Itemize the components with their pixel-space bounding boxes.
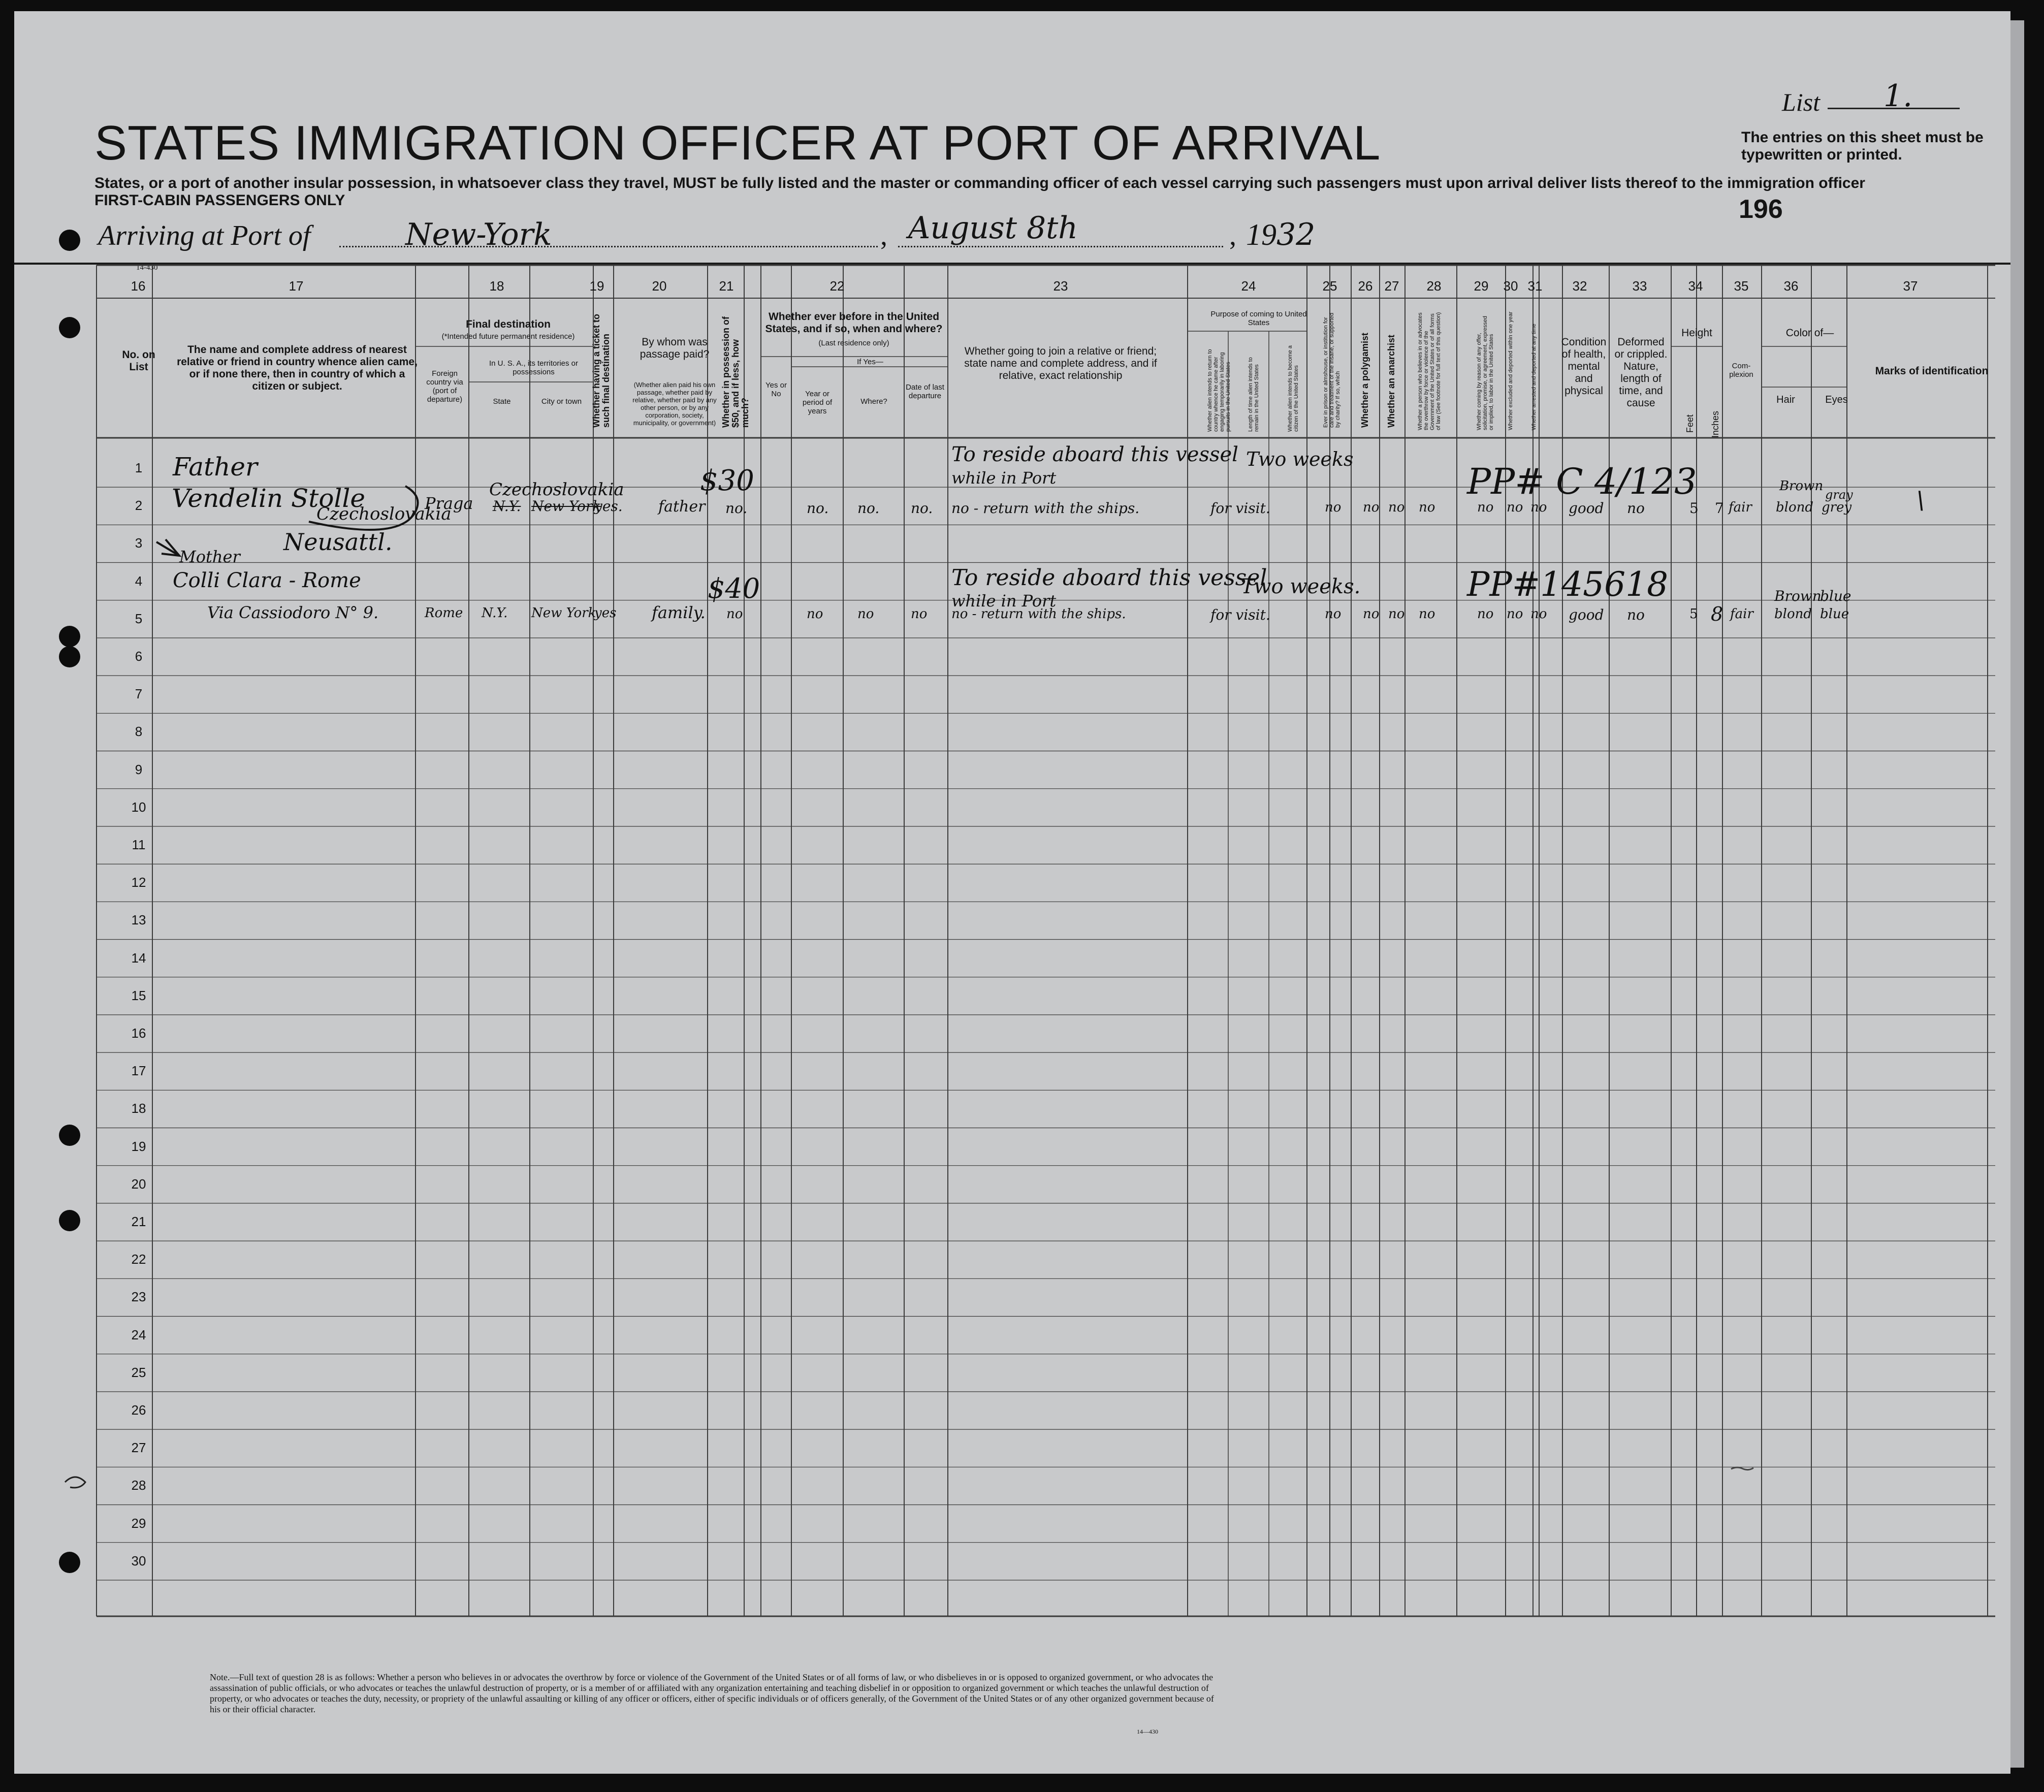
bracket-stroke [309, 486, 418, 530]
row-number: 24 [131, 1327, 146, 1342]
header-where: Where? [860, 397, 887, 406]
row-number: 16 [131, 1026, 146, 1041]
row1-deformed: no [1627, 500, 1645, 517]
header-city: City or town [541, 397, 582, 406]
row-number: 28 [131, 1478, 146, 1493]
header-date-departure: Date of last departure [906, 383, 944, 400]
row1-passport-number: PP# C 4/123 [1467, 461, 1697, 502]
header-question-29: Whether coming by reason of any offer, solicitation, promise, or agreement, expressed or implied, to labor in the United States [1476, 316, 1494, 430]
footnote-question-28: Note.—Full text of question 28 is as follows: Whether a person who believes in or advocates the overthrow by force or violence of the Government of the United States or of all forms of law, or who disbelieves in or is opposed to organized government, or who advocates the assassination of public officials, or who advocates or teaches the unlawful destruction of property, or is a member of or affiliated with any organization entertaining and teaching disbelief in or opposition to organized government or which teaches the unlawful destruction of property, or who advocates or teaches the duty, necessity, or propriety of the unlawful assaulting or killing of any officer or officers, either of specific individuals or of officers generally, of the Government of the United States or of any other organized government because of his or their official character. [210, 1672, 1214, 1714]
col-number-34: 34 [1688, 278, 1703, 294]
row-number: 5 [135, 611, 143, 626]
header-feet: Feet [1685, 414, 1695, 433]
col-number-35: 35 [1734, 278, 1749, 294]
col-number-19: 19 [589, 278, 604, 294]
row3-relative-name: Colli Clara - Rome [173, 569, 361, 592]
row-number: 26 [131, 1402, 146, 1418]
entries-note: The entries on this sheet must be typewritten or printed. [1741, 129, 1984, 163]
manifest-sheet [14, 11, 2010, 1774]
page-subtitle: States, or a port of another insular possession, in whatsoever class they travel, MUST be fully listed and the master or commanding officer of each vessel carrying such passengers must upon arrival deliver lists thereof to the immigration officer [94, 175, 1865, 191]
header-question-31: Whether arrested and deported at any time [1531, 324, 1537, 430]
row1-q28: no [1419, 500, 1435, 515]
row4-relative-address: Via Cassiodoro N° 9. [207, 603, 379, 622]
row4-money: $40 [708, 572, 760, 604]
row4-purpose: for visit. [1210, 606, 1270, 623]
row1-length-of-stay: Two weeks [1246, 448, 1354, 470]
row1-hair: blond [1776, 500, 1814, 515]
row1-state-struck: N.Y. [493, 498, 521, 515]
row1-foreign-country: Praga [425, 494, 473, 513]
row1-join-line1: To reside aboard this vessel [951, 443, 1238, 466]
row-number: 23 [131, 1289, 146, 1305]
row1-q27: no [1388, 500, 1405, 515]
port-value: New-York [405, 217, 552, 252]
row4-join-line2: while in Port [951, 591, 1057, 611]
header-eyes: Eyes [1825, 394, 1848, 405]
arriving-label: Arriving at Port of [98, 220, 311, 251]
row4-city: New York [531, 605, 596, 621]
header-anarchist: Whether an anarchist [1386, 334, 1396, 428]
row1-height-inches: 7 [1715, 500, 1724, 517]
row-number: 1 [135, 460, 143, 475]
row-number: 4 [135, 573, 143, 589]
row1-ticket: yes. [594, 498, 623, 515]
row4-height-feet: 5 [1689, 606, 1698, 622]
row1-state: Czechoslovakia [489, 479, 624, 500]
header-final-destination-note: (*Intended future permanent residence) [441, 332, 575, 341]
header-usa: In U. S. A., its territories or possessions [489, 359, 579, 376]
row-number: 3 [135, 535, 143, 551]
header-polygamist: Whether a polygamist [1360, 332, 1370, 428]
row4-q26: no [1363, 606, 1380, 622]
row1-city: New York [531, 498, 601, 515]
col-number-28: 28 [1426, 278, 1442, 294]
header-purpose-return: Whether alien intends to return to country whence he came after engaging temporarily in laboring pursuits in the United States [1207, 349, 1231, 432]
row1-before-yes-no: no. [725, 500, 748, 517]
list-label: List [1782, 88, 1821, 116]
handwritten-marks [14, 11, 2010, 1774]
row-number: 18 [131, 1101, 146, 1116]
mark-scribble [1731, 1467, 1753, 1470]
row-number: 14 [131, 950, 146, 966]
header-passage-paid: By whom was passage paid? [640, 336, 710, 360]
col-number-25: 25 [1322, 278, 1337, 294]
col-number-17: 17 [289, 278, 304, 294]
year-prefix: 19 [1246, 218, 1276, 251]
row4-state: N.Y. [482, 605, 508, 621]
row-number: 13 [131, 912, 146, 928]
row1-join-line2: while in Port [951, 468, 1057, 488]
row4-deformed: no [1627, 606, 1645, 623]
header-complexion: Com-plexion [1729, 362, 1753, 379]
header-condition: Condition of health, mental and physical [1561, 336, 1607, 397]
list-number: 1. [1883, 78, 1913, 114]
col-number-29: 29 [1474, 278, 1489, 294]
row4-q25: no [1325, 606, 1342, 622]
col-number-26: 26 [1358, 278, 1373, 294]
header-deformed: Deformed or crippled. Nature, length of time, and cause [1614, 336, 1668, 409]
page-title: STATES IMMIGRATION OFFICER AT PORT OF ARRIVAL [94, 116, 1381, 170]
sheet-number: 196 [1739, 195, 1783, 224]
date-value: August 8th [908, 210, 1078, 246]
footer-form-code: 14—430 [1137, 1728, 1158, 1735]
row1-height-feet: 5 [1689, 500, 1699, 517]
row-number: 29 [131, 1515, 146, 1531]
row1-q31: no [1530, 500, 1547, 515]
row1-join-line3: no - return with the ships. [951, 500, 1140, 517]
col-number-24: 24 [1241, 278, 1256, 294]
year-suffix: 32 [1276, 217, 1316, 252]
header-before-us-note: (Last residence only) [818, 339, 889, 347]
col-number-23: 23 [1053, 278, 1068, 294]
row4-ticket: yes [594, 605, 617, 621]
row1-before-date: no. [911, 500, 933, 517]
header-hair: Hair [1776, 394, 1795, 405]
header-state: State [493, 397, 511, 406]
row-number: 11 [132, 837, 146, 852]
row4-hair: blond [1774, 606, 1812, 622]
row-number: 10 [131, 799, 146, 815]
header-inches: Inches [1710, 410, 1720, 438]
row-number: 7 [135, 686, 143, 702]
row-number: 19 [131, 1138, 146, 1154]
row4-q28: no [1419, 606, 1435, 622]
row4-q27: no [1388, 606, 1405, 622]
row-number: 12 [131, 875, 146, 890]
row1-q26: no [1363, 500, 1380, 515]
row3-relationship: Mother [179, 547, 240, 566]
row-number: 8 [135, 724, 143, 740]
row4-before-date: no [911, 606, 928, 622]
header-final-destination: Final destination [466, 318, 551, 330]
header-passage-paid-note: (Whether alien paid his own passage, whether paid by relative, whether paid by any other person, or by any corporation, society, municipality, or government) [632, 381, 717, 427]
row-number: 25 [131, 1364, 146, 1380]
col-number-20: 20 [652, 278, 667, 294]
row4-q29: no [1477, 606, 1494, 622]
header-before-us: Whether ever before in the United States, and if so, when and where? [765, 311, 943, 335]
row-number: 2 [135, 498, 143, 514]
header-year-period: Year or period of years [802, 390, 833, 415]
row1-health: good [1569, 500, 1604, 517]
row1-passage-paid: father [658, 498, 706, 516]
header-purpose-length: Length of time alien intends to remain in the United States [1248, 357, 1260, 432]
row4-join-line3: no - return with the ships. [951, 606, 1126, 622]
row1-q29: no [1477, 500, 1494, 515]
row-number: 6 [135, 649, 143, 664]
header-prison: Ever in prison or almshouse, or institution for care and treatment of the insane, or supported by charity? If so, which [1323, 312, 1341, 428]
header-purpose-citizen: Whether alien intends to become a citizen of the United States [1287, 345, 1299, 432]
row4-health: good [1569, 606, 1604, 623]
mark-scribble [65, 1477, 85, 1488]
row-number: 9 [135, 761, 143, 777]
row4-before-yes-no: no [726, 606, 743, 622]
col-number-31: 31 [1527, 278, 1543, 294]
row1-before-period: no. [807, 500, 829, 517]
row1-money: $30 [700, 464, 754, 497]
form-code: 14-430 [136, 264, 158, 272]
col-number-36: 36 [1783, 278, 1799, 294]
row1-q30: no [1507, 500, 1523, 515]
header-if-yes: If Yes— [857, 358, 883, 366]
row-number: 20 [131, 1176, 146, 1192]
col-number-27: 27 [1384, 278, 1399, 294]
row4-hair-note: Brown [1774, 588, 1822, 604]
row4-join-line1: To reside aboard this vessel [951, 565, 1267, 591]
header-relative: The name and complete address of nearest relative or friend in country whence alien came, or if none there, then in country of which a citizen or subject. [177, 344, 418, 392]
row4-q30: no [1507, 606, 1523, 622]
col-number-18: 18 [489, 278, 504, 294]
header-color-of: Color of— [1785, 327, 1834, 339]
row1-relationship: Father [173, 452, 258, 482]
row4-eyes-note: blue [1820, 588, 1851, 604]
col-number-21: 21 [719, 278, 734, 294]
row1-relative-name: Vendelin Stolle [172, 484, 366, 513]
row-number: 17 [131, 1063, 146, 1079]
row4-before-period: no [807, 606, 823, 622]
row1-mark: \ [1917, 486, 1925, 515]
row-number: 27 [131, 1440, 146, 1456]
header-join-relative: Whether going to join a relative or friend; state name and complete address, and if relative, exact relationship [964, 345, 1157, 381]
row1-relative-country: Czechoslovakia [316, 504, 452, 524]
row4-length-of-stay: Two weeks. [1241, 575, 1361, 598]
row1-eyes: grey [1822, 500, 1852, 515]
row4-passport-number: PP#145618 [1467, 565, 1669, 604]
row2-relative-city: Neusattl. [283, 528, 393, 556]
row4-eyes: blue [1820, 606, 1849, 622]
col-number-37: 37 [1903, 278, 1918, 294]
row1-q25: no [1325, 500, 1342, 515]
col-number-33: 33 [1632, 278, 1647, 294]
col-number-32: 32 [1572, 278, 1587, 294]
header-question-30: Whether excluded and deported within one year [1508, 311, 1514, 430]
row-number: 15 [131, 987, 146, 1003]
row-number: 21 [131, 1214, 146, 1229]
passenger-class: FIRST-CABIN PASSENGERS ONLY [94, 192, 345, 209]
header-no-on-list: No. on List [122, 349, 155, 373]
row4-complexion: fair [1730, 606, 1753, 622]
comma: , [1229, 220, 1236, 251]
row4-before-where: no [857, 606, 874, 622]
header-possession: Whether in possession of $50, and if less, how much? [721, 316, 750, 428]
header-foreign-country: Foreign country via (port of departure) [426, 369, 463, 404]
row4-foreign-country: Rome [425, 605, 463, 621]
col-number-30: 30 [1503, 278, 1518, 294]
row-number: 30 [131, 1553, 146, 1569]
row4-height-inches: 8 [1711, 603, 1723, 625]
header-purpose: Purpose of coming to United States [1210, 310, 1307, 327]
row1-complexion: fair [1729, 500, 1752, 515]
col-number-16: 16 [131, 278, 146, 294]
header-question-28: Whether a person who believes in or advocates the overthrow by force or violence of the Government of the United States or of all forms of law (See footnote for full text of this question) [1417, 312, 1442, 430]
row4-q31: no [1530, 606, 1547, 622]
row1-before-where: no. [857, 500, 880, 517]
header-height: Height [1681, 327, 1712, 339]
row1-purpose: for visit. [1210, 500, 1270, 517]
row4-passage-paid: family. [652, 603, 706, 622]
row-number: 22 [131, 1252, 146, 1267]
comma: , [880, 220, 887, 251]
header-ticket: Whether having a ticket to such final destination [591, 313, 611, 428]
row1-eyes-note: gray [1825, 488, 1853, 502]
col-number-22: 22 [829, 278, 845, 294]
header-marks: Marks of identification [1875, 365, 1989, 377]
header-yes-no: Yes or No [765, 381, 787, 398]
row1-hair-note: Brown [1779, 478, 1824, 494]
